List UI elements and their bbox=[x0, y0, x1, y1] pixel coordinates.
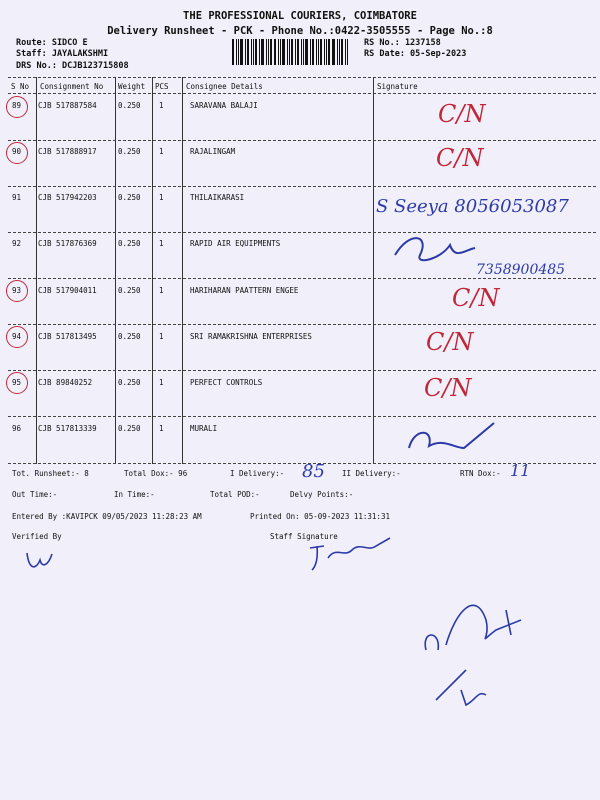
verifier-signature bbox=[24, 548, 54, 573]
row-weight: 0.250 bbox=[118, 101, 141, 110]
signature-scribble bbox=[404, 418, 499, 458]
row-sno: 91 bbox=[12, 193, 22, 202]
row-weight: 0.250 bbox=[118, 378, 141, 387]
col-divider bbox=[36, 77, 37, 464]
runsheet-title: Delivery Runsheet - PCK - Phone No.:0422-3505555 - Page No.:8 bbox=[107, 25, 493, 37]
col-divider bbox=[152, 77, 153, 464]
col-divider bbox=[182, 77, 183, 464]
row-consignee: MURALI bbox=[190, 424, 218, 433]
row-consignment: CJB 517888917 bbox=[38, 147, 97, 156]
row-separator bbox=[8, 186, 596, 187]
col-divider bbox=[115, 77, 116, 464]
staff-signature-label: Staff Signature bbox=[270, 532, 338, 541]
printed-on: Printed On: 05-09-2023 11:31:31 bbox=[250, 512, 390, 521]
in-time: In Time:- bbox=[114, 490, 155, 499]
verified-by: Verified By bbox=[12, 532, 62, 541]
column-header-sno: S No bbox=[11, 82, 30, 91]
red-circle-mark bbox=[6, 142, 28, 164]
row-pcs: 1 bbox=[159, 286, 164, 295]
row-consignment: CJB 517887584 bbox=[38, 101, 97, 110]
company-title: THE PROFESSIONAL COURIERS, COIMBATORE bbox=[183, 10, 417, 22]
row-weight: 0.250 bbox=[118, 239, 141, 248]
row-pcs: 1 bbox=[159, 147, 164, 156]
row-consignee: SARAVANA BALAJI bbox=[190, 101, 258, 110]
row-weight: 0.250 bbox=[118, 332, 141, 341]
row-sno: 96 bbox=[12, 424, 22, 433]
row-consignee: PERFECT CONTROLS bbox=[190, 378, 263, 387]
ii-delivery-label: II Delivery:- bbox=[342, 469, 401, 478]
delvy-points: Delvy Points:- bbox=[290, 490, 354, 499]
drs-number: DRS No.: DCJB123715808 bbox=[16, 61, 129, 71]
out-time: Out Time:- bbox=[12, 490, 58, 499]
row-separator bbox=[8, 416, 596, 417]
row-sno: 93 bbox=[12, 286, 22, 295]
staff-signature bbox=[306, 528, 396, 573]
row-pcs: 1 bbox=[159, 378, 164, 387]
row-sno: 90 bbox=[12, 147, 22, 156]
row-pcs: 1 bbox=[159, 101, 164, 110]
row-weight: 0.250 bbox=[118, 286, 141, 295]
row-weight: 0.250 bbox=[118, 193, 141, 202]
rtn-dox-value: 11 bbox=[510, 461, 531, 480]
officer-signature bbox=[416, 590, 536, 720]
row-consignment: CJB 517942203 bbox=[38, 193, 97, 202]
row-pcs: 1 bbox=[159, 424, 164, 433]
row-consignee: THILAIKARASI bbox=[190, 193, 245, 202]
i-delivery-value: 85 bbox=[302, 461, 325, 482]
row-consignment: CJB 89840252 bbox=[38, 378, 93, 387]
rs-number: RS No.: 1237158 bbox=[364, 38, 441, 48]
row-consignment: CJB 517813495 bbox=[38, 332, 97, 341]
table-header-rule bbox=[8, 93, 596, 94]
signature-cn: C/N bbox=[426, 328, 474, 356]
row-separator bbox=[8, 140, 596, 141]
row-sno: 95 bbox=[12, 378, 22, 387]
signature-scribble bbox=[390, 230, 480, 270]
red-circle-mark bbox=[6, 96, 28, 118]
row-consignee: RAPID AIR EQUIPMENTS bbox=[190, 239, 281, 248]
barcode bbox=[232, 39, 360, 65]
row-pcs: 1 bbox=[159, 332, 164, 341]
row-sno: 92 bbox=[12, 239, 22, 248]
row-consignment: CJB 517813339 bbox=[38, 424, 97, 433]
row-separator bbox=[8, 278, 596, 279]
column-header-weight: Weight bbox=[118, 82, 146, 91]
red-circle-mark bbox=[6, 280, 28, 302]
signature-cn: C/N bbox=[452, 284, 500, 312]
column-header-signature: Signature bbox=[377, 82, 418, 91]
table-top-rule bbox=[8, 77, 596, 78]
row-pcs: 1 bbox=[159, 239, 164, 248]
row-sno: 89 bbox=[12, 101, 22, 110]
staff-label: Staff: JAYALAKSHMI bbox=[16, 49, 109, 59]
row-pcs: 1 bbox=[159, 193, 164, 202]
signature-cn: C/N bbox=[436, 144, 484, 172]
row-consignment: CJB 517876369 bbox=[38, 239, 97, 248]
row-separator bbox=[8, 324, 596, 325]
column-header-consignee: Consignee Details bbox=[186, 82, 263, 91]
col-divider bbox=[373, 77, 374, 464]
tot-runsheet: Tot. Runsheet:- 8 bbox=[12, 469, 89, 478]
rs-date: RS Date: 05-Sep-2023 bbox=[364, 49, 467, 59]
row-consignee: RAJALINGAM bbox=[190, 147, 236, 156]
row-weight: 0.250 bbox=[118, 424, 141, 433]
red-circle-mark bbox=[6, 326, 28, 348]
row-separator bbox=[8, 370, 596, 371]
row-sno: 94 bbox=[12, 332, 22, 341]
row-weight: 0.250 bbox=[118, 147, 141, 156]
entered-by: Entered By :KAVIPCK 09/05/2023 11:28:23 AM bbox=[12, 512, 202, 521]
total-dox: Total Dox:- 96 bbox=[124, 469, 188, 478]
row-separator bbox=[8, 232, 596, 233]
row-consignment: CJB 517904011 bbox=[38, 286, 97, 295]
signature-cn: C/N bbox=[438, 100, 486, 128]
red-circle-mark bbox=[6, 372, 28, 394]
row-consignee: HARIHARAN PAATTERN ENGEE bbox=[190, 286, 299, 295]
signature-handwritten: 7358900485 bbox=[476, 262, 566, 278]
column-header-pcs: PCS bbox=[155, 82, 169, 91]
i-delivery-label: I Delivery:- bbox=[230, 469, 285, 478]
total-pod: Total POD:- bbox=[210, 490, 260, 499]
signature-cn: C/N bbox=[424, 374, 472, 402]
column-header-consignment: Consignment No bbox=[40, 82, 104, 91]
signature-handwritten: S Seeya 8056053087 bbox=[376, 196, 569, 217]
rtn-dox-label: RTN Dox:- bbox=[460, 469, 501, 478]
row-consignee: SRI RAMAKRISHNA ENTERPRISES bbox=[190, 332, 312, 341]
route-label: Route: SIDCO E bbox=[16, 38, 88, 48]
